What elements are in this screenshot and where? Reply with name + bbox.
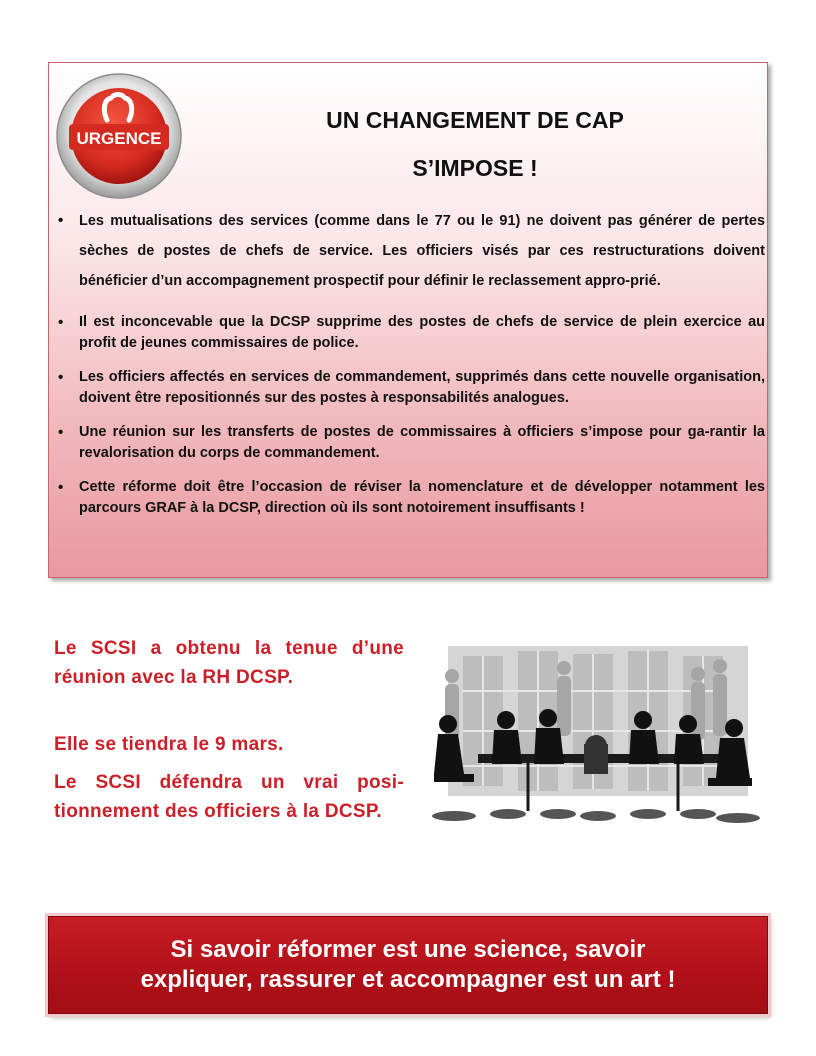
announcement-defense: Le SCSI défendra un vrai posi-tionnement des officiers à la DCSP.: [54, 772, 404, 822]
announcement-meeting-date: Elle se tiendra le 9 mars.: [54, 734, 284, 755]
list-item: • Les officiers affectés en services de commandement, supprimés dans cette nouvelle organisation, doivent être repositionnés sur des postes à responsabilités analogues.: [58, 367, 765, 409]
business-meeting-silhouette-illustration: [408, 636, 776, 836]
list-item: • Une réunion sur les transferts de postes de commissaires à officiers s’impose pour ga-rantir la revalorisation du corps de commandement.: [58, 422, 765, 464]
urgence-phone-badge-icon: [55, 72, 183, 200]
demands-list: [58, 206, 765, 519]
announcement-meeting-obtained: Le SCSI a obtenu la tenue d’une réunion avec la RH DCSP.: [54, 638, 404, 688]
banner-line-2: expliquer, rassurer et accompagner est un art !: [140, 966, 676, 993]
title-line-2: S’IMPOSE !: [412, 155, 538, 181]
page-title: [200, 96, 750, 192]
list-item: • Cette réforme doit être l’occasion de réviser la nomenclature et de développer notamment les parcours GRAF à la DCSP, direction où ils sont notoirement insuffisants !: [58, 477, 765, 519]
title-line-1: UN CHANGEMENT DE CAP: [326, 107, 624, 133]
badge-label: URGENCE: [76, 129, 162, 148]
list-item: • Il est inconcevable que la DCSP supprime des postes de chefs de service de plein exercice au profit de jeunes commissaires de police.: [58, 312, 765, 354]
banner-line-1: Si savoir réformer est une science, savoir: [170, 936, 646, 963]
list-item: • Les mutualisations des services (comme dans le 77 ou le 91) ne doivent pas générer de pertes sèches de postes de chefs de service. Les officiers visés par ces restructurations doivent bénéficier d’un accompagnement prospectif pour définir le reclassement appro-prié.: [58, 206, 765, 296]
closing-quote-banner: [48, 916, 768, 1014]
